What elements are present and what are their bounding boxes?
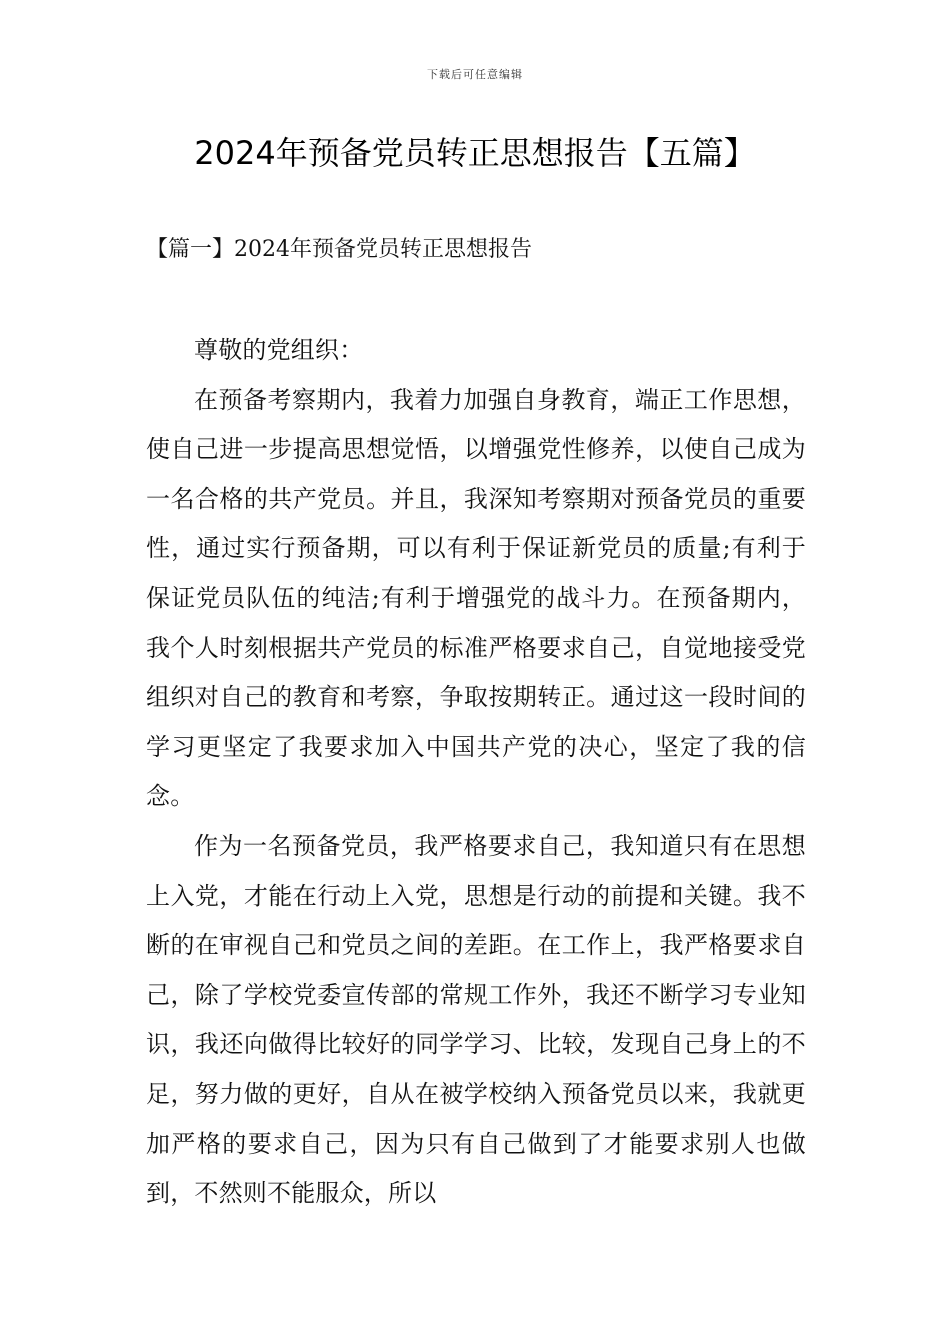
section-heading: 【篇一】2024年预备党员转正思想报告 bbox=[146, 237, 532, 262]
salutation: 尊敬的党组织： bbox=[194, 336, 364, 364]
paragraph-2: 作为一名预备党员，我严格要求自己，我知道只有在思想上入党，才能在行动上入党，思想是行动的前提和关键。我不断的在审视自己和党员之间的差距。在工作上，我严格要求自己，除了学校党委宣传部的常规工作外，我还不断学习专业知识，我还向做得比较好的同学学习、比较，发现自己身上的不足，努力做的更好，自从在被学校纳入预备党员以来，我就更加严格的要求自己，因为只有自己做到了才能要求别人也做到，不然则不能服众，所以 bbox=[146, 831, 806, 1208]
document-body bbox=[146, 326, 806, 1219]
document-title: 2024年预备党员转正思想报告【五篇】 bbox=[194, 134, 756, 172]
header-note: 下载后可任意编辑 bbox=[427, 68, 523, 81]
paragraph-1: 在预备考察期内，我着力加强自身教育，端正工作思想，使自己进一步提高思想觉悟，以增强党性修养，以使自己成为一名合格的共产党员。并且，我深知考察期对预备党员的重要性，通过实行预备期，可以有利于保证新党员的质量;有利于保证党员队伍的纯洁;有利于增强党的战斗力。在预备期内，我个人时刻根据共产党员的标准严格要求自己，自觉地接受党组织对自己的教育和考察，争取按期转正。通过这一段时间的学习更坚定了我要求加入中国共产党的决心，坚定了我的信念。 bbox=[146, 385, 806, 811]
